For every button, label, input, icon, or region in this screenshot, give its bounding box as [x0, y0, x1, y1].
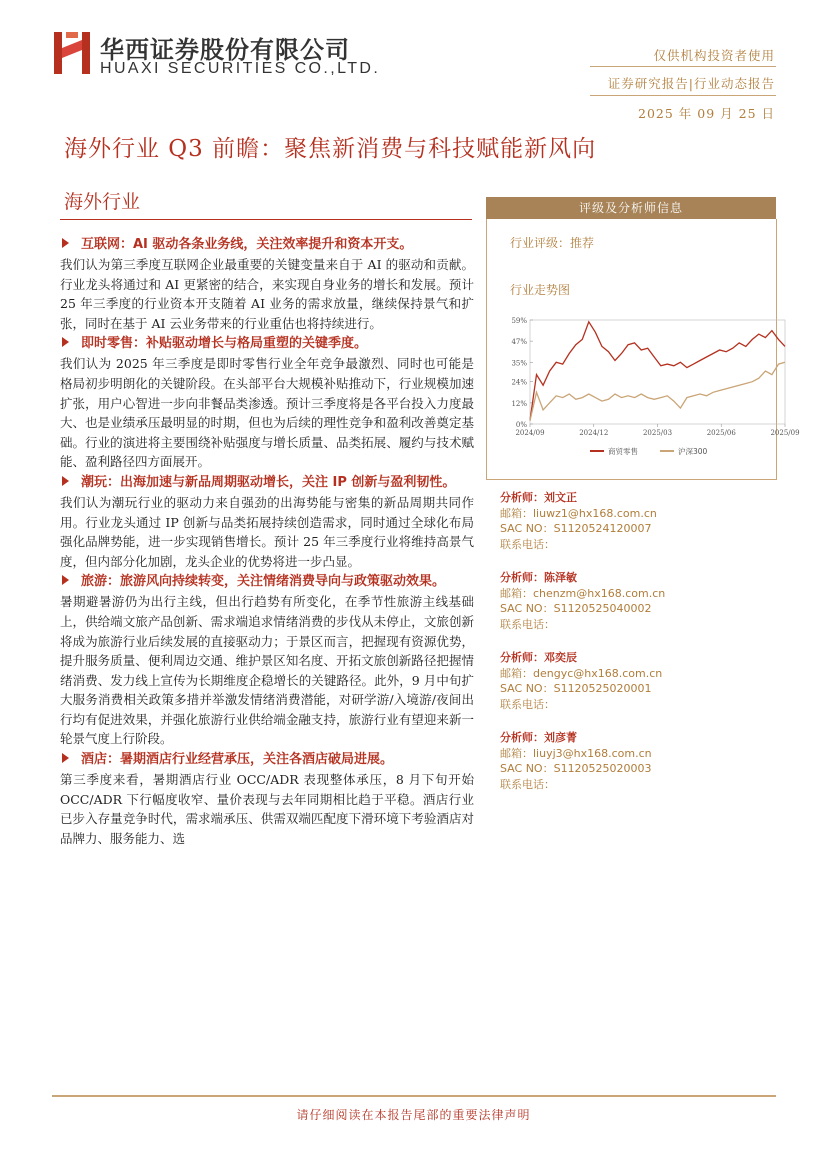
company-name-en: HUAXI SECURITIES CO.,LTD.: [100, 60, 381, 77]
analyst-name: 分析师：刘彦菁: [500, 731, 577, 744]
analyst-name: 分析师：邓奕辰: [500, 651, 577, 664]
bullet-heading: 酒店：暑期酒店行业经营承压，关注各酒店破局进展。: [60, 749, 474, 770]
bullet-heading: 潮玩：出海加速与新品周期驱动增长，关注 IP 创新与盈利韧性。: [60, 472, 474, 493]
analyst-card: [500, 650, 780, 712]
section-title: 海外行业: [64, 191, 141, 213]
x-tick-label: 2025/03: [642, 429, 673, 437]
header-divider: [590, 66, 776, 67]
y-tick-label: 24%: [511, 378, 527, 387]
bullet-heading: 旅游：旅游风向持续转变，关注情绪消费导向与政策驱动效果。: [60, 571, 474, 592]
y-tick-label: 59%: [511, 317, 527, 325]
panel-header: 评级及分析师信息: [486, 197, 776, 219]
x-tick-label: 2024/12: [579, 429, 609, 437]
analyst-card: [500, 490, 780, 552]
analyst-email[interactable]: 邮箱：liuwz1@hx168.com.cn: [500, 506, 657, 520]
body-column: [60, 234, 474, 848]
analyst-card: [500, 730, 780, 792]
trend-label: 行业走势图: [510, 283, 571, 297]
analyst-phone: 联系电话：: [500, 697, 555, 711]
report-type: 证券研究报告|行业动态报告: [607, 76, 775, 91]
legal-notice: 请仔细阅读在本报告尾部的重要法律声明: [296, 1108, 531, 1122]
analyst-sac: SAC NO：S1120525020003: [500, 762, 652, 776]
section-underline: [60, 219, 472, 220]
huaxi-logo-icon: [52, 30, 94, 76]
report-title: 海外行业 Q3 前瞻：聚焦新消费与科技赋能新风向: [64, 136, 597, 162]
analyst-sac: SAC NO：S1120525040002: [500, 602, 652, 616]
bullet-heading: 即时零售：补贴驱动增长与格局重塑的关键季度。: [60, 333, 474, 354]
x-tick-label: 2025/09: [770, 429, 800, 437]
analyst-name: 分析师：陈泽敏: [500, 571, 577, 584]
paragraph: 我们认为潮玩行业的驱动力来自强劲的出海势能与密集的新品周期共同作用。行业龙头通过 IP 创新与品类拓展持续创造需求，同时通过全球化布局强化品牌势能，进一步实现销售增长。预计 25 年三季度行业将维持高景气度，但内部分化加剧，龙头企业的优势将进一步凸显。: [60, 494, 474, 569]
industry-trend-chart: [500, 312, 800, 462]
company-name-cn: 华西证券股份有限公司: [100, 36, 350, 64]
series-line-1: [530, 362, 785, 420]
report-date: 2025 年 09 月 25 日: [638, 106, 775, 121]
legend-label: 商贸零售: [608, 447, 638, 456]
analyst-email[interactable]: 邮箱：dengyc@hx168.com.cn: [500, 666, 663, 680]
triangle-bullet-icon: [62, 753, 69, 763]
header-divider-2: [590, 95, 776, 96]
analyst-name: 分析师：刘文正: [500, 491, 577, 504]
analyst-email[interactable]: 邮箱：chenzm@hx168.com.cn: [500, 586, 666, 600]
triangle-bullet-icon: [62, 238, 69, 248]
paragraph: 我们认为第三季度互联网企业最重要的关键变量来自于 AI 的驱动和贡献。行业龙头将通过和 AI 更紧密的结合，来实现自身业务的增长和发展。预计 25 年三季度的行业资本开支随着 AI 业务的需求放量，继续保持景气和扩张，同时在基于 AI 云业务带来的行业重估也将持续进行。: [60, 257, 474, 331]
paragraph: 我们认为 2025 年三季度是即时零售行业全年竞争最激烈、同时也可能是格局初步明朗化的关键阶段。在头部平台大规模补贴推动下，行业规模加速扩张，用户心智进一步向非餐品类渗透。预计三季度将是各平台投入力度最大、也是业绩承压最明显的时期，但也为后续的理性竞争和盈利改善奠定基础。行业的演进将主要围绕补贴强度与增长质量、品类拓展、履约与技术赋能、盈利路径四方面展开。: [60, 356, 474, 470]
triangle-bullet-icon: [62, 575, 69, 585]
analyst-sac: SAC NO：S1120524120007: [500, 522, 652, 536]
plot-frame: [530, 320, 785, 424]
y-tick-label: 0%: [515, 421, 527, 429]
y-tick-label: 35%: [511, 359, 527, 368]
industry-rating: 行业评级：推荐: [510, 236, 595, 250]
paragraph: 暑期避暑游仍为出行主线，但出行趋势有所变化，在季节性旅游主线基础上，供给端文旅产品创新、需求端追求情绪消费的步伐从未停止，文旅创新将成为旅游行业后续发展的直接驱动力；于景区而言，把握现有资源优势，提升服务质量、便利周边交通、维护景区知名度、开拓文旅创新路径把握情绪消费、发力线上宣传为长期维度企稳增长的关键路径。此外，9 月中旬扩大服务消费相关政策多措并举激发情绪消费潜能，对研学游/入境游/夜间出行均有促进效果，并强化旅游行业供给端金融支持，旅游行业有望迎来新一轮景气度上行阶段。: [60, 594, 474, 747]
y-tick-label: 12%: [511, 399, 527, 408]
analyst-card: [500, 570, 780, 632]
analyst-phone: 联系电话：: [500, 617, 555, 631]
triangle-bullet-icon: [62, 476, 69, 486]
paragraph: 第三季度来看，暑期酒店行业 OCC/ADR 表现整体承压，8 月下旬开始 OCC/ADR 下行幅度收窄、量价表现与去年同期相比趋于平稳。酒店行业已步入存量竞争时代，需求端承压、供需双端匹配度下滑环境下考验酒店对品牌力、服务能力、选: [60, 772, 474, 846]
analyst-email[interactable]: 邮箱：liuyj3@hx168.com.cn: [500, 746, 652, 760]
series-line-0: [530, 322, 785, 421]
y-tick-label: 47%: [511, 338, 527, 347]
analyst-sac: SAC NO：S1120525020001: [500, 682, 652, 696]
bullet-heading: 互联网：AI 驱动各条业务线，关注效率提升和资本开支。: [60, 234, 474, 255]
restriction-note: 仅供机构投资者使用: [653, 48, 775, 63]
x-tick-label: 2025/06: [706, 429, 736, 437]
x-tick-label: 2024/09: [515, 429, 545, 437]
analyst-phone: 联系电话：: [500, 537, 555, 551]
footer-divider: [52, 1095, 776, 1097]
analyst-phone: 联系电话：: [500, 777, 555, 791]
triangle-bullet-icon: [62, 337, 69, 347]
legend-label: 沪深300: [678, 447, 708, 456]
